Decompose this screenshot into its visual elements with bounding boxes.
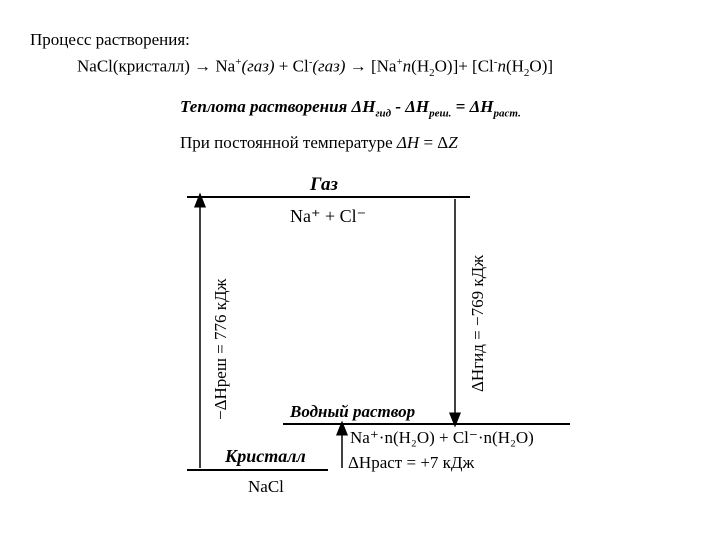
temp-dh: ΔH (396, 133, 420, 152)
heat-sub: реш. (429, 107, 452, 120)
gas-ions-label: Na⁺ + Cl⁻ (290, 206, 367, 226)
eq-charge: + (235, 56, 242, 68)
eq-part: (H (505, 56, 524, 76)
temp-text: При постоянной температуре (180, 133, 397, 152)
heat-label: Теплота растворения ΔH (180, 97, 376, 116)
eq-charge: - (308, 56, 313, 68)
heat-part: = ΔH (451, 97, 494, 116)
eq-state: (газ) (241, 56, 275, 76)
crystal-formula-label: NaCl (248, 477, 284, 496)
eq-part: + Cl (274, 56, 309, 76)
heat-sub: раст. (493, 107, 521, 120)
process-title: Процесс растворения: (30, 30, 190, 49)
temp-z: Z (448, 133, 458, 152)
hydration-enthalpy-label: ΔHгид = −769 кДж (468, 255, 487, 392)
temp-eq: = Δ (419, 133, 449, 152)
eq-part: O)] (529, 56, 554, 76)
eq-n: n (497, 56, 506, 76)
eq-part: (H (411, 56, 430, 76)
eq-part: NaCl(кристалл) → Na (77, 56, 236, 76)
dissolution-enthalpy-label: ΔHраст = +7 кДж (348, 453, 475, 472)
lattice-enthalpy-label: −ΔHреш = 776 кДж (211, 278, 230, 420)
eq-part: O)]+ [Cl (434, 56, 494, 76)
heat-sub: гид (375, 107, 392, 120)
gas-level-label: Газ (310, 174, 338, 195)
solution-species-label: Na⁺·n(H₂O) + Cl⁻·n(H₂O) (350, 428, 534, 447)
eq-charge: + (396, 56, 403, 68)
eq-part: → [Na (345, 56, 397, 76)
heat-part: - ΔH (391, 97, 430, 116)
eq-state: (газ) (312, 56, 346, 76)
crystal-level-label: Кристалл (225, 446, 306, 466)
solution-level-label: Водный раствор (290, 402, 416, 421)
eq-charge: - (493, 56, 498, 68)
eq-sub: 2 (429, 67, 435, 80)
eq-n: n (402, 56, 412, 76)
eq-sub: 2 (523, 67, 530, 80)
